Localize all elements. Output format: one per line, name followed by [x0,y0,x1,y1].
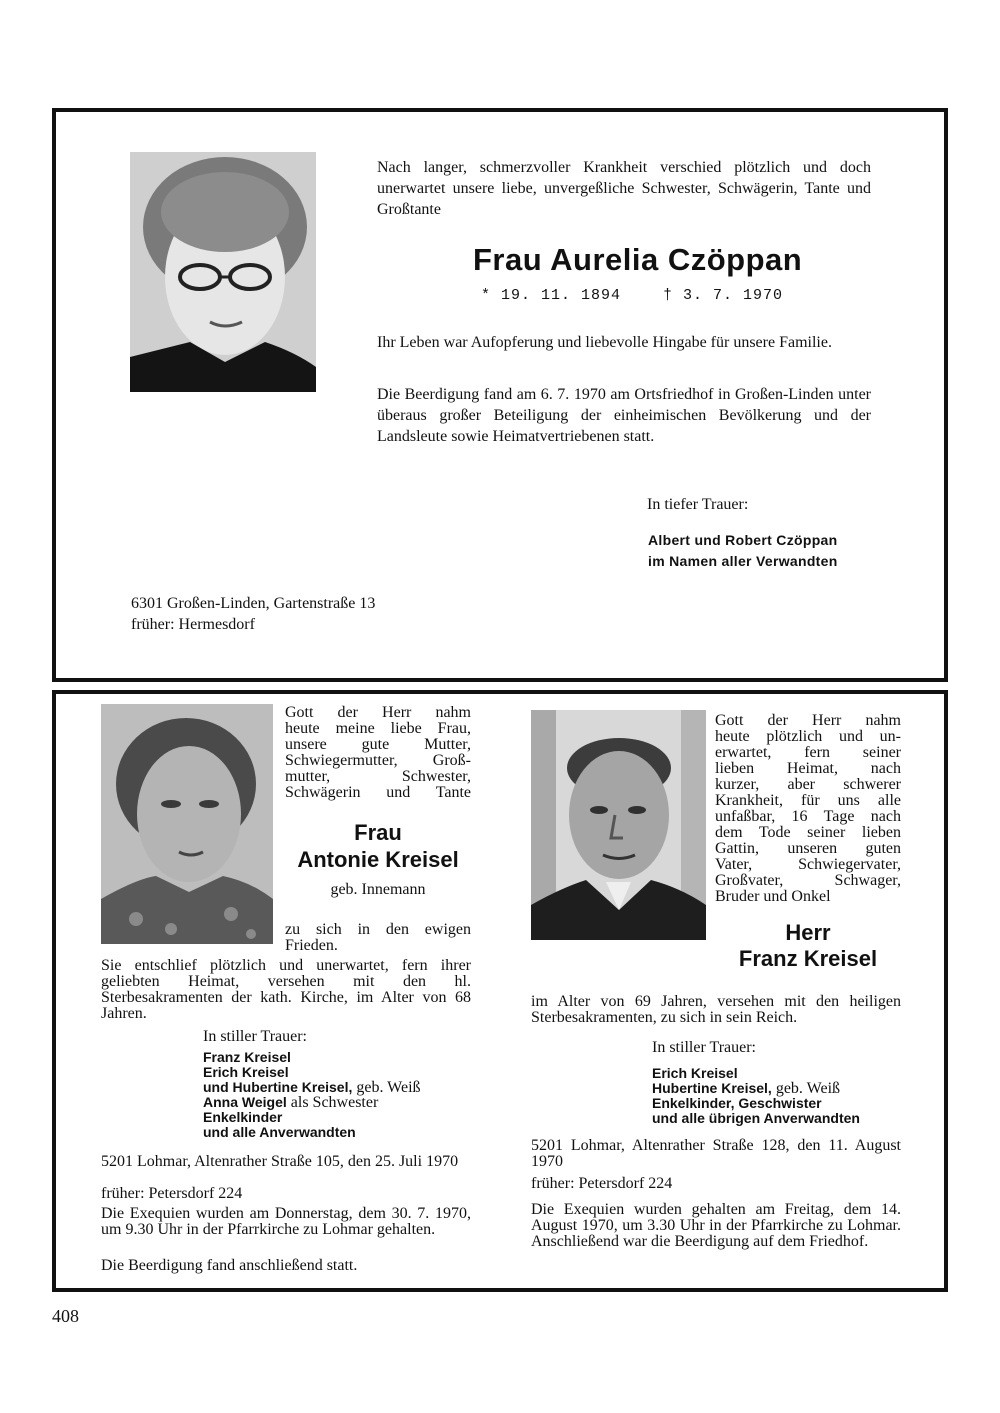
exequien-text: Die Exequien wurden am Donnerstag, dem 30. 7. 1970, um 9.30 Uhr in der Pfarrkirche zu Lohmar gehalten. [101,1205,471,1238]
signer: Enkelkinder, Geschwister [652,1095,822,1111]
signer: Albert und Robert Czöppan [648,532,838,548]
deceased-name: Frau Aurelia Czöppan [473,242,803,277]
exequien-text: Die Exequien wurden gehalten am Freitag, dem 14. August 1970, um 3.30 Uhr in der Pfarrkirche zu Lohmar. Anschließend war die Beerdigung auf dem Friedhof. [531,1201,901,1250]
maiden-name: geb. Innemann [330,881,426,898]
address: 6301 Großen-Linden, Gartenstraße 13 [131,595,376,612]
signer: Enkelkinder [203,1109,283,1125]
mourning-label: In tiefer Trauer: [647,496,749,513]
portrait-aurelia-czoeppan [130,152,316,392]
former-address: früher: Petersdorf 224 [101,1185,243,1202]
signer: und Hubertine Kreisel, geb. Weiß [203,1079,421,1096]
burial-text: Die Beerdigung fand am 6. 7. 1970 am Ortsfriedhof in Großen-Linden unter überaus großer Beteiligung der einheimischen Bevölkerung und der Landsleute sowie Heimatvertriebenen statt. [377,386,871,445]
signer: im Namen aller Verwandten [648,553,838,569]
signer: und alle übrigen Anverwandten [652,1110,860,1126]
life-text: Ihr Leben war Aufopferung und liebevolle Hingabe für unsere Familie. [377,334,832,351]
page-number: 408 [52,1306,79,1326]
deceased-name: Franz Kreisel [738,946,878,971]
portrait-antonie-kreisel [101,704,273,944]
deceased-name: Antonie Kreisel [297,847,459,872]
body-text: im Alter von 69 Jahren, versehen mit den heiligen Sterbesakramenten, zu sich in sein Reich. [531,993,901,1026]
former-address: früher: Petersdorf 224 [531,1175,673,1192]
peace-text: zu sich in den ewigen Frieden. [285,921,471,954]
mourning-label: In stiller Trauer: [203,1028,307,1045]
signer: Anna Weigel als Schwester [203,1094,379,1111]
signer: und alle Anverwandten [203,1124,356,1140]
intro-text: Gott der Herr nahm heute plötzlich und un- erwartet, fern seiner lieben Heimat, nach kurzer, aber schwerer Krankheit, für uns alle unfaßbar, 16 Tage nach dem Tode seiner lieben Gattin, unseren guten Vater, Schwiegervater, Großvater, Schwager, Bruder und Onkel [715,712,901,905]
address: 5201 Lohmar, Altenrather Straße 105, den 25. Juli 1970 [101,1153,459,1170]
burial-text: Die Beerdigung fand anschließend statt. [101,1257,358,1274]
death-date: † 3. 7. 1970 [663,287,784,304]
signer: Hubertine Kreisel, geb. Weiß [652,1080,841,1097]
signers [652,1066,912,1126]
deceased-title: Frau [354,820,402,845]
signer: Erich Kreisel [203,1064,289,1080]
mourning-label: In stiller Trauer: [652,1039,756,1056]
signers [648,530,838,572]
deceased-title: Herr [785,920,831,945]
signer: Franz Kreisel [203,1049,291,1065]
intro-text: Gott der Herr nahm heute meine liebe Frau, unsere gute Mutter, Schwiegermutter, Groß- mutter, Schwester, Schwägerin und Tante [285,704,471,801]
former-address: früher: Hermesdorf [131,616,255,633]
signers [203,1050,483,1140]
body-text: Sie entschlief plötzlich und unerwartet, fern ihrer geliebten Heimat, versehen mit den hl. Sterbesakramenten der kath. Kirche, im Alter von 68 Jahren. [101,957,471,1022]
address: 5201 Lohmar, Altenrather Straße 128, den 11. August 1970 [531,1137,901,1170]
portrait-franz-kreisel [531,710,706,940]
birth-date: * 19. 11. 1894 [481,287,622,304]
intro-text: Nach langer, schmerzvoller Krankheit verschied plötzlich und doch unerwartet unsere liebe, unvergeßliche Schwester, Schwägerin, Tante und Großtante [377,159,871,218]
signer: Erich Kreisel [652,1065,738,1081]
